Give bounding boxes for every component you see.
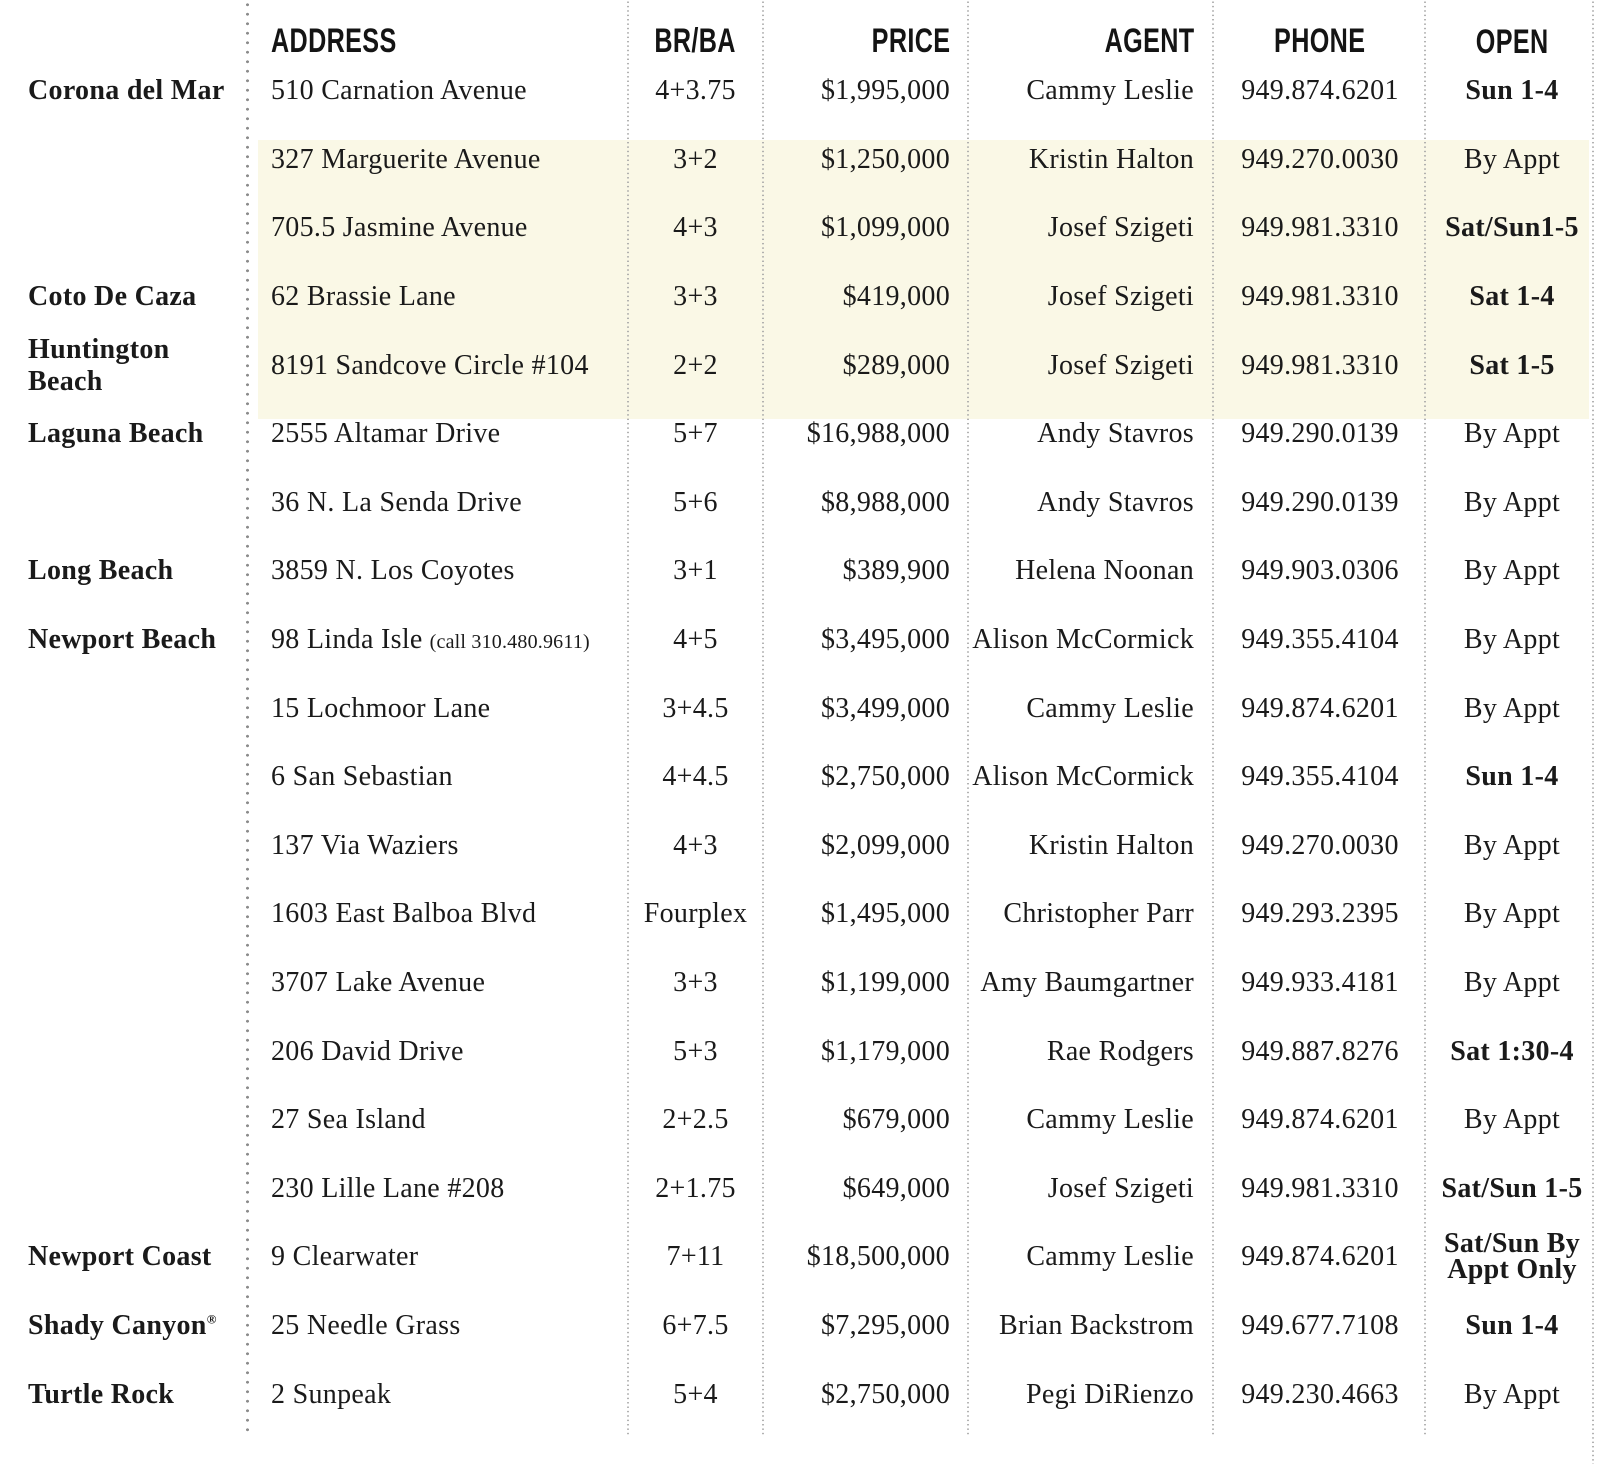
cell-location <box>0 1310 248 1342</box>
cell-price: $419,000 <box>842 281 950 313</box>
cell-open: By Appt <box>1463 898 1561 930</box>
cell-agent: Pegi DiRienzo <box>1026 1378 1194 1410</box>
address-text: 2 Sunpeak <box>271 1378 392 1410</box>
cell-phone: 949.874.6201 <box>1241 75 1399 107</box>
cell-brba: 5+3 <box>673 1035 718 1067</box>
cell-price: $18,500,000 <box>806 1241 950 1273</box>
column-header-address <box>248 22 628 61</box>
cell-address <box>248 1379 628 1411</box>
cell-agent: Cammy Leslie <box>1026 692 1194 724</box>
cell-phone: 949.981.3310 <box>1241 212 1399 244</box>
cell-open: By Appt <box>1463 1104 1561 1136</box>
cell-brba: 4+3.75 <box>655 75 736 107</box>
cell-open: Sat/Sun By Appt Only <box>1443 1228 1581 1286</box>
cell-address <box>248 418 628 450</box>
cell-address <box>248 281 628 313</box>
cell-price: $289,000 <box>842 349 950 381</box>
cell-brba: Fourplex <box>643 898 748 930</box>
cell-phone: 949.355.4104 <box>1241 761 1399 793</box>
address-text: 327 Marguerite Avenue <box>271 143 541 175</box>
cell-brba: 6+7.5 <box>662 1309 729 1341</box>
cell-price: $1,250,000 <box>821 143 950 175</box>
cell-price: $679,000 <box>842 1104 950 1136</box>
cell-brba: 2+1.75 <box>655 1172 736 1204</box>
cell-brba: 2+2.5 <box>662 1104 729 1136</box>
location-label: Huntington Beach <box>28 333 170 397</box>
cell-open: By Appt <box>1463 967 1561 999</box>
cell-address <box>248 555 628 587</box>
cell-brba: 2+2 <box>673 349 718 381</box>
table-row <box>0 1223 1598 1292</box>
table-row <box>0 331 1598 400</box>
cell-agent: Alison McCormick <box>972 624 1194 656</box>
cell-brba: 3+4.5 <box>662 692 729 724</box>
cell-address <box>248 1241 628 1273</box>
cell-phone: 949.874.6201 <box>1241 1104 1399 1136</box>
cell-open: By Appt <box>1463 624 1561 656</box>
column-header-phone-label: PHONE <box>1274 22 1366 60</box>
cell-price: $1,995,000 <box>821 75 950 107</box>
column-header-address-label: ADDRESS <box>271 22 397 60</box>
cell-brba: 3+1 <box>673 555 718 587</box>
cell-location <box>0 75 248 107</box>
cell-phone: 949.933.4181 <box>1241 967 1399 999</box>
table-row <box>0 1017 1598 1086</box>
cell-price: $8,988,000 <box>821 486 950 518</box>
address-text: 2555 Altamar Drive <box>271 418 501 450</box>
address-text: 3859 N. Los Coyotes <box>271 555 515 587</box>
location-label: Turtle Rock <box>28 1378 175 1410</box>
address-text: 8191 Sandcove Circle #104 <box>271 349 589 381</box>
cell-price: $2,750,000 <box>821 1378 950 1410</box>
column-header-agent <box>968 22 1214 61</box>
cell-location <box>0 334 248 398</box>
cell-open: Sun 1-4 <box>1465 761 1559 793</box>
address-note: (call 310.480.9611) <box>429 631 590 654</box>
cell-agent: Josef Szigeti <box>1047 1172 1194 1204</box>
cell-brba: 5+6 <box>673 486 718 518</box>
cell-open: Sat 1:30-4 <box>1450 1035 1574 1067</box>
cell-price: $3,495,000 <box>821 624 950 656</box>
table-row <box>0 674 1598 743</box>
cell-price: $2,750,000 <box>821 761 950 793</box>
cell-phone: 949.903.0306 <box>1241 555 1399 587</box>
cell-agent: Kristin Halton <box>1028 143 1194 175</box>
table-row <box>0 1292 1598 1361</box>
table-row <box>0 880 1598 949</box>
address-text: 137 Via Waziers <box>271 829 459 861</box>
cell-brba: 4+3 <box>673 212 718 244</box>
table-row <box>0 743 1598 812</box>
address-text: 25 Needle Grass <box>271 1309 461 1341</box>
cell-price: $1,199,000 <box>821 967 950 999</box>
cell-brba: 7+11 <box>666 1241 725 1273</box>
column-header-open-label: OPEN <box>1475 22 1549 61</box>
cell-agent: Josef Szigeti <box>1047 281 1194 313</box>
address-text: 3707 Lake Avenue <box>271 967 486 999</box>
table-body <box>0 57 1598 1429</box>
cell-agent: Josef Szigeti <box>1047 212 1194 244</box>
cell-agent: Josef Szigeti <box>1047 349 1194 381</box>
cell-address <box>248 624 628 656</box>
cell-location <box>0 555 248 587</box>
cell-address <box>248 1104 628 1136</box>
table-row <box>0 812 1598 881</box>
cell-price: $649,000 <box>842 1172 950 1204</box>
cell-brba: 5+4 <box>673 1378 718 1410</box>
cell-open: By Appt <box>1463 1378 1561 1410</box>
registered-mark: ® <box>206 1311 217 1327</box>
address-text: 9 Clearwater <box>271 1241 419 1273</box>
address-text: 230 Lille Lane #208 <box>271 1172 505 1204</box>
cell-phone: 949.230.4663 <box>1241 1378 1399 1410</box>
cell-address <box>248 898 628 930</box>
cell-location <box>0 281 248 313</box>
location-label: Newport Coast <box>28 1241 212 1273</box>
cell-open: Sat/Sun 1-5 <box>1441 1172 1583 1204</box>
address-text: 510 Carnation Avenue <box>271 75 527 107</box>
location-label: Long Beach <box>28 555 174 587</box>
cell-open: By Appt <box>1463 143 1561 175</box>
cell-address <box>248 144 628 176</box>
address-text: 15 Lochmoor Lane <box>271 692 491 724</box>
cell-address <box>248 830 628 862</box>
cell-address <box>248 761 628 793</box>
cell-agent: Amy Baumgartner <box>980 967 1194 999</box>
cell-price: $7,295,000 <box>821 1309 950 1341</box>
cell-price: $1,099,000 <box>821 212 950 244</box>
address-text: 206 David Drive <box>271 1035 464 1067</box>
cell-phone: 949.293.2395 <box>1241 898 1399 930</box>
cell-agent: Andy Stavros <box>1037 486 1194 518</box>
cell-phone: 949.270.0030 <box>1241 143 1399 175</box>
cell-brba: 4+4.5 <box>662 761 729 793</box>
cell-open: By Appt <box>1463 418 1561 450</box>
cell-open: By Appt <box>1463 692 1561 724</box>
cell-agent: Cammy Leslie <box>1026 1104 1194 1136</box>
table-row <box>0 1360 1598 1429</box>
cell-location <box>0 1241 248 1273</box>
cell-price: $3,499,000 <box>821 692 950 724</box>
cell-open: Sat 1-4 <box>1469 281 1555 313</box>
column-header-open <box>1426 22 1598 61</box>
column-header-agent-label: AGENT <box>1104 22 1194 60</box>
cell-address <box>248 350 628 382</box>
address-text: 36 N. La Senda Drive <box>271 486 522 518</box>
table-row <box>0 537 1598 606</box>
cell-location <box>0 1379 248 1411</box>
cell-phone: 949.981.3310 <box>1241 281 1399 313</box>
table-row <box>0 126 1598 195</box>
cell-price: $389,900 <box>842 555 950 587</box>
cell-price: $1,179,000 <box>821 1035 950 1067</box>
column-header-price-label: PRICE <box>871 22 950 60</box>
cell-agent: Brian Backstrom <box>998 1309 1194 1341</box>
cell-open: Sat/Sun1-5 <box>1445 212 1579 244</box>
cell-open: Sun 1-4 <box>1465 1309 1559 1341</box>
address-text: 1603 East Balboa Blvd <box>271 898 537 930</box>
column-header-brba <box>628 22 763 61</box>
table-row <box>0 1155 1598 1224</box>
location-label: Coto De Caza <box>28 281 197 313</box>
cell-address <box>248 1173 628 1205</box>
cell-open: By Appt <box>1463 486 1561 518</box>
address-text: 98 Linda Isle <box>271 624 423 656</box>
cell-agent: Kristin Halton <box>1028 829 1194 861</box>
table-row <box>0 1086 1598 1155</box>
table-row <box>0 400 1598 469</box>
cell-agent: Christopher Parr <box>1003 898 1194 930</box>
cell-open: By Appt <box>1463 555 1561 587</box>
cell-phone: 949.887.8276 <box>1241 1035 1399 1067</box>
cell-agent: Cammy Leslie <box>1026 1241 1194 1273</box>
cell-phone: 949.270.0030 <box>1241 829 1399 861</box>
cell-brba: 4+3 <box>673 829 718 861</box>
cell-address <box>248 1036 628 1068</box>
cell-price: $2,099,000 <box>821 829 950 861</box>
column-header-brba-label: BR/BA <box>654 22 737 60</box>
table-header-row <box>0 0 1598 61</box>
cell-address <box>248 693 628 725</box>
address-text: 6 San Sebastian <box>271 761 453 793</box>
cell-phone: 949.874.6201 <box>1241 1241 1399 1273</box>
cell-agent: Andy Stavros <box>1037 418 1194 450</box>
cell-price: $1,495,000 <box>821 898 950 930</box>
cell-price: $16,988,000 <box>806 418 950 450</box>
cell-phone: 949.981.3310 <box>1241 1172 1399 1204</box>
cell-agent: Rae Rodgers <box>1046 1035 1194 1067</box>
cell-agent: Helena Noonan <box>1015 555 1194 587</box>
location-label: Laguna Beach <box>28 418 204 450</box>
location-label: Corona del Mar <box>28 75 225 107</box>
address-text: 705.5 Jasmine Avenue <box>271 212 528 244</box>
table-row <box>0 194 1598 263</box>
cell-address <box>248 967 628 999</box>
cell-location <box>0 418 248 450</box>
address-text: 62 Brassie Lane <box>271 281 456 313</box>
cell-open: By Appt <box>1463 829 1561 861</box>
cell-address <box>248 487 628 519</box>
cell-phone: 949.290.0139 <box>1241 418 1399 450</box>
cell-open: Sat 1-5 <box>1469 349 1555 381</box>
cell-address <box>248 1310 628 1342</box>
table-row <box>0 949 1598 1018</box>
table-row <box>0 263 1598 332</box>
cell-phone: 949.981.3310 <box>1241 349 1399 381</box>
cell-phone: 949.677.7108 <box>1241 1309 1399 1341</box>
table-row <box>0 469 1598 538</box>
cell-phone: 949.290.0139 <box>1241 486 1399 518</box>
cell-agent: Alison McCormick <box>972 761 1194 793</box>
location-label: Newport Beach <box>28 624 217 656</box>
cell-agent: Cammy Leslie <box>1026 75 1194 107</box>
table-row <box>0 57 1598 126</box>
column-header-phone <box>1214 22 1426 61</box>
address-text: 27 Sea Island <box>271 1104 426 1136</box>
column-header-price <box>763 22 968 61</box>
cell-open: Sun 1-4 <box>1465 75 1559 107</box>
cell-location <box>0 624 248 656</box>
location-label: Shady Canyon <box>28 1309 207 1341</box>
cell-phone: 949.355.4104 <box>1241 624 1399 656</box>
cell-brba: 3+2 <box>673 143 718 175</box>
cell-brba: 5+7 <box>673 418 718 450</box>
cell-address <box>248 212 628 244</box>
cell-brba: 3+3 <box>673 281 718 313</box>
cell-phone: 949.874.6201 <box>1241 692 1399 724</box>
cell-brba: 4+5 <box>673 624 718 656</box>
cell-brba: 3+3 <box>673 967 718 999</box>
table-row <box>0 606 1598 675</box>
cell-address <box>248 75 628 107</box>
